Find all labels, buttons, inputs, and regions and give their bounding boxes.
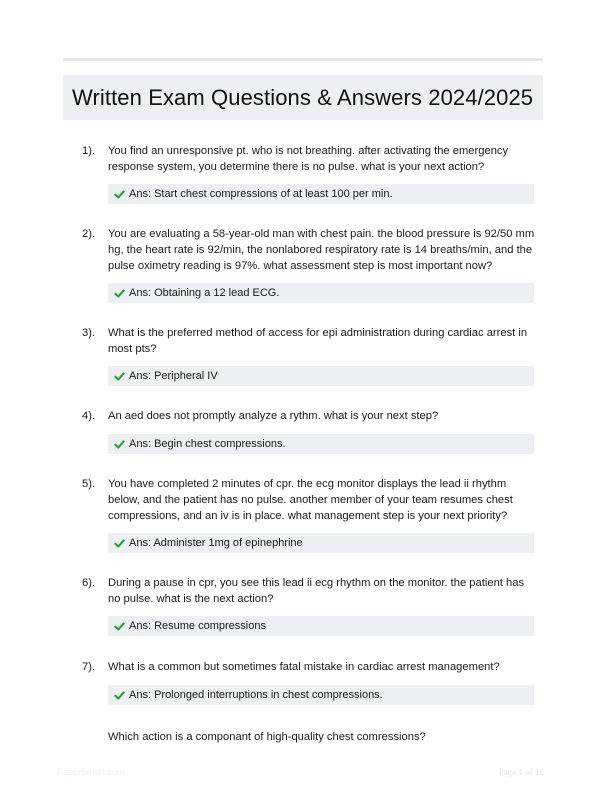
page-indicator: Page 1 of 18 — [498, 767, 544, 777]
check-icon — [114, 439, 125, 450]
answer-box — [108, 434, 534, 454]
answer-text: Ans: Peripheral IV — [129, 370, 218, 382]
question-number: 1). — [82, 145, 96, 157]
answer-text: Ans: Begin chest compressions. — [129, 438, 286, 450]
check-icon — [114, 690, 125, 701]
answer-text: Ans: Administer 1mg of epinephrine — [129, 537, 303, 549]
answer-text: Ans: Obtaining a 12 lead ECG. — [129, 287, 280, 299]
answer-box — [108, 184, 534, 204]
question-text: You have completed 2 minutes of cpr. the ecg monitor displays the lead ii rhythm below, and the patient has no pulse. another member of your team resumes chest compressions, and an iv is in place. what management step is your next priority? — [108, 478, 513, 522]
question-text: An aed does not promptly analyze a rythm. what is your next step? — [108, 410, 439, 422]
answer-box — [108, 616, 534, 636]
question-text: During a pause in cpr, you see this lead ii ecg rhythm on the monitor. the patient has no pulse. what is the next action? — [108, 577, 525, 605]
question-text: What is a common but sometimes fatal mistake in cardiac arrest management? — [108, 661, 500, 673]
answer-text: Ans: Prolonged interruptions in chest compressions. — [129, 689, 383, 701]
check-icon — [114, 189, 125, 200]
watermark-text: PaperSmart.com — [57, 767, 125, 777]
question-number: 6). — [82, 577, 96, 589]
question-number: 4). — [82, 410, 96, 422]
next-question-text: Which action is a componant of high-quality chest comressions? — [108, 731, 426, 743]
check-icon — [114, 538, 125, 549]
check-icon — [114, 371, 125, 382]
answer-box — [108, 685, 534, 705]
question-text: You are evaluating a 58-year-old man with chest pain. the blood pressure is 92/50 mm hg, the heart rate is 92/min, the nonlabored respiratory rate is 14 breaths/min, and the pulse oximetry reading is 97%. what assessment step is most important now? — [108, 228, 535, 272]
check-icon — [114, 288, 125, 299]
question-text: You find an unresponsive pt. who is not breathing. after activating the emergency response system, you determine there is no pulse. what is your next action? — [108, 145, 509, 173]
answer-box — [108, 533, 534, 553]
answer-box — [108, 366, 534, 386]
page-title: Written Exam Questions & Answers 2024/2025 — [72, 84, 534, 110]
answer-text: Ans: Resume compressions — [129, 620, 266, 632]
question-number: 2). — [82, 228, 96, 240]
check-icon — [114, 621, 125, 632]
header-rule — [63, 58, 543, 61]
title-banner — [63, 75, 543, 120]
question-text: What is the preferred method of access for epi administration during cardiac arrest in most pts? — [108, 327, 528, 355]
question-number: 3). — [82, 327, 96, 339]
question-number: 7). — [82, 661, 96, 673]
answer-text: Ans: Start chest compressions of at least 100 per min. — [129, 188, 393, 200]
answer-box — [108, 283, 534, 303]
question-number: 5). — [82, 478, 96, 490]
